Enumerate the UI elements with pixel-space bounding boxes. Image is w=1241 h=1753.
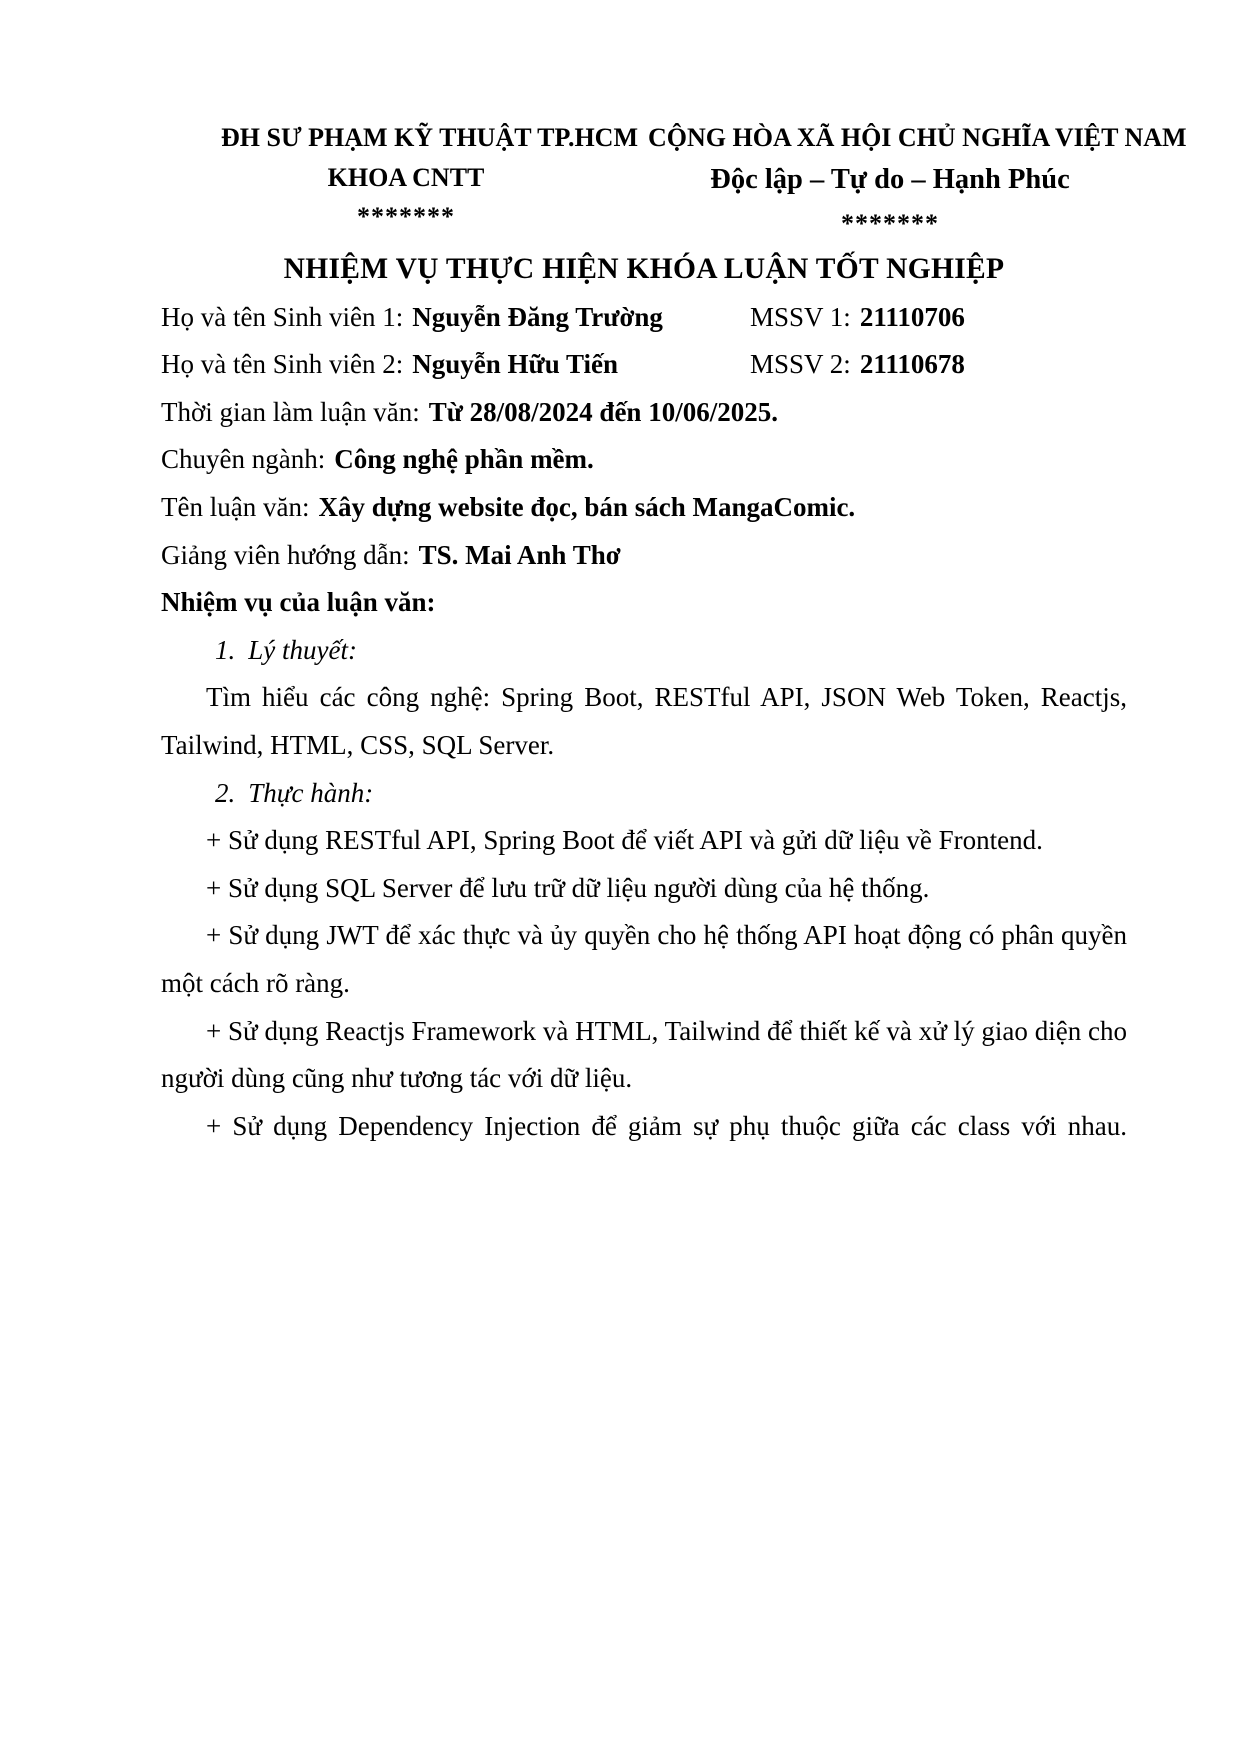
field-duration xyxy=(161,389,1127,437)
student-2-name: Nguyễn Hữu Tiến xyxy=(412,349,619,380)
section-1-number: 1. xyxy=(215,634,236,665)
student-2-mssv-value: 21110678 xyxy=(859,349,965,380)
field-supervisor-label: Giảng viên hướng dẫn: xyxy=(161,539,410,570)
right-stars-divider: ******* xyxy=(841,209,939,238)
field-major xyxy=(161,436,1127,484)
field-thesis-name-label: Tên luận văn: xyxy=(161,491,310,522)
section-2-heading xyxy=(161,770,1127,818)
task-item-jwt: + Sử dụng JWT để xác thực và ủy quyền cho hệ thống API hoạt động có phân quyền một cách rõ ràng. xyxy=(161,920,1127,998)
tasks-heading: Nhiệm vụ của luận văn: xyxy=(161,587,436,618)
header-right-block xyxy=(648,118,1187,246)
student-1-mssv-value: 21110706 xyxy=(859,301,965,332)
header-left-block xyxy=(221,118,639,236)
task-item-dependency-injection: + Sử dụng Dependency Injection để giảm sự phụ thuộc giữa các class với nhau. xyxy=(206,1110,1127,1141)
document-title: NHIỆM VỤ THỰC HIỆN KHÓA LUẬN TỐT NGHIỆP xyxy=(283,253,1005,285)
document-header xyxy=(161,118,1187,246)
field-thesis-name xyxy=(161,484,1127,532)
faculty-name: KHOA CNTT xyxy=(327,163,485,192)
student-row-2 xyxy=(161,341,1127,389)
student-1-mssv xyxy=(750,294,965,342)
field-duration-label: Thời gian làm luận văn: xyxy=(161,396,420,427)
field-supervisor xyxy=(161,532,1127,580)
national-motto-line1: CỘNG HÒA XÃ HỘI CHỦ NGHĨA VIỆT NAM xyxy=(648,123,1187,152)
university-name: ĐH SƯ PHẠM KỸ THUẬT TP.HCM xyxy=(221,123,639,152)
student-row-1 xyxy=(161,294,1127,342)
field-thesis-name-value: Xây dựng website đọc, bán sách MangaComic. xyxy=(318,491,856,522)
task-item-reactjs: + Sử dụng Reactjs Framework và HTML, Tailwind để thiết kế và xử lý giao diện cho người dùng cũng như tương tác với dữ liệu. xyxy=(161,1015,1127,1094)
field-duration-value: Từ 28/08/2024 đến 10/06/2025. xyxy=(428,396,778,427)
student-1-mssv-label: MSSV 1: xyxy=(750,301,851,332)
field-major-label: Chuyên ngành: xyxy=(161,444,326,475)
student-2-mssv-label: MSSV 2: xyxy=(750,349,851,380)
task-item-sqlserver: + Sử dụng SQL Server để lưu trữ dữ liệu người dùng của hệ thống. xyxy=(206,872,930,903)
student-2-mssv xyxy=(750,341,965,389)
field-major-value: Công nghệ phần mềm. xyxy=(334,444,594,475)
student-2-label: Họ và tên Sinh viên 2: xyxy=(161,349,404,380)
section-1-paragraph: Tìm hiểu các công nghệ: Spring Boot, RESTful API, JSON Web Token, Reactjs, Tailwind, HTML, CSS, SQL Server. xyxy=(161,682,1127,760)
section-1-heading xyxy=(161,627,1127,675)
left-stars-divider: ******* xyxy=(357,202,455,231)
task-item-restful: + Sử dụng RESTful API, Spring Boot để viết API và gửi dữ liệu về Frontend. xyxy=(206,825,1043,856)
student-1-label: Họ và tên Sinh viên 1: xyxy=(161,301,404,332)
document-body xyxy=(161,294,1127,1151)
document-content xyxy=(161,0,1187,1150)
section-2-number: 2. xyxy=(215,777,236,808)
section-1-title: Lý thuyết: xyxy=(248,634,357,665)
field-supervisor-value: TS. Mai Anh Thơ xyxy=(418,539,621,570)
section-2-title: Thực hành: xyxy=(248,777,374,808)
student-1-name: Nguyễn Đăng Trường xyxy=(412,301,663,332)
national-motto-line2: Độc lập – Tự do – Hạnh Phúc xyxy=(710,164,1070,195)
